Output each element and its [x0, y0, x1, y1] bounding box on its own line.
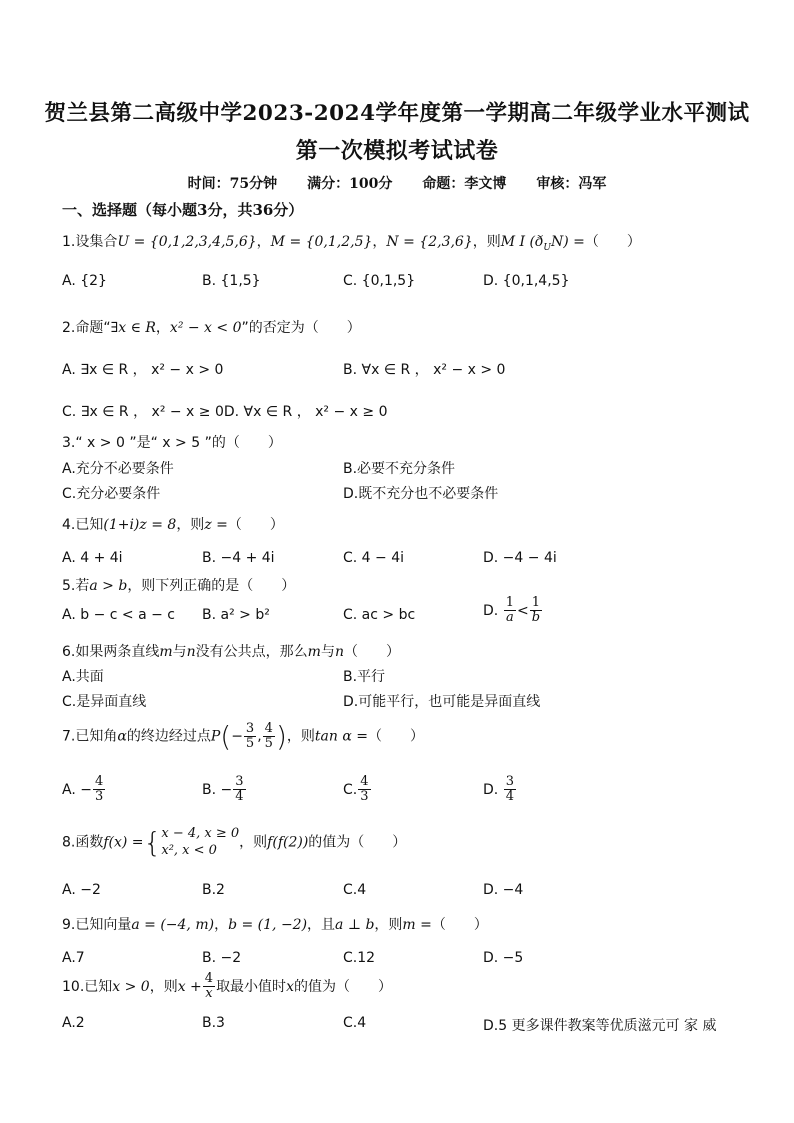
q6-option-a: A.共面 — [62, 669, 104, 685]
q7-option-a: A. − $\frac{4}{3}$ — [62, 774, 104, 805]
question-10-stem: 10.已知x > 0，则x + $\frac{4}{x}$ 取最小值时x的值为（ ） — [62, 971, 392, 1002]
q2-option-cd: C. ∃x ∈ R ， x² − x ≥ 0D. ∀x ∈ R ， x² − x ≥ 0 — [62, 404, 388, 420]
q4-option-a: A. 4 + 4i — [62, 550, 123, 566]
q3-option-d: D.既不充分也不必要条件 — [343, 486, 499, 502]
question-9-stem: 9.已知向量a = (−4, m)，b = (1, −2)，且a ⊥ b，则m =（ ） — [62, 917, 488, 933]
q5-option-d: D. $\frac{1}{a}$ < $\frac{1}{b}$ — [483, 595, 541, 626]
fraction: $\frac{4}{3}$ — [94, 774, 104, 805]
q1-option-d: D. {0,1,4,5} — [483, 273, 570, 289]
q5-option-a: A. b − c < a − c — [62, 607, 175, 623]
question-6-stem: 6.如果两条直线m与n没有公共点，那么m与n（ ） — [62, 644, 400, 660]
q8-option-c: C.4 — [343, 882, 367, 898]
fraction: $\frac{4}{5}$ — [264, 720, 273, 751]
exam-reviewer: 审核：冯军 — [536, 176, 607, 192]
fraction: $\frac{1}{a}$ — [505, 595, 514, 626]
q2-option-a: A. ∃x ∈ R ， x² − x > 0 — [62, 362, 224, 378]
q9-option-d: D. −5 — [483, 950, 524, 966]
question-3-stem: 3.“ x > 0 ”是“ x > 5 ”的（ ） — [62, 435, 282, 451]
exam-subtitle: 第一次模拟考试试卷 — [295, 138, 499, 164]
q4-option-c: C. 4 − 4i — [343, 550, 405, 566]
q6-option-c: C.是异面直线 — [62, 694, 147, 710]
q10-option-a: A.2 — [62, 1015, 85, 1031]
q5-option-b: B. a² > b² — [202, 607, 270, 623]
q10-option-c: C.4 — [343, 1015, 367, 1031]
piecewise: x − 4, x ≥ 0 x², x < 0 — [161, 826, 240, 858]
question-5-stem: 5.若a > b，则下列正确的是（ ） — [62, 578, 296, 594]
q10-option-d: D.5 更多课件教案等优质滋元可 家 威 — [483, 1018, 717, 1034]
q6-option-b: B.平行 — [343, 669, 386, 685]
fraction: $\frac{4}{x}$ — [204, 971, 214, 1002]
q8-option-b: B.2 — [202, 882, 225, 898]
q2-option-b: B. ∀x ∈ R ， x² − x > 0 — [343, 362, 506, 378]
fraction: $\frac{4}{3}$ — [360, 774, 369, 805]
exam-time: 时间：75分钟 — [187, 176, 278, 192]
question-2-stem: 2.命题“∃x ∈ R，x² − x < 0”的否定为（ ） — [62, 320, 361, 336]
q3-option-a: A.充分不必要条件 — [62, 461, 174, 477]
q6-option-d: D.可能平行，也可能是异面直线 — [343, 694, 541, 710]
q1-option-c: C. {0,1,5} — [343, 273, 416, 289]
fraction: $\frac{3}{5}$ — [245, 720, 255, 751]
q7-option-b: B. − $\frac{3}{4}$ — [202, 774, 244, 805]
q9-option-a: A.7 — [62, 950, 85, 966]
q10-option-b: B.3 — [202, 1015, 225, 1031]
q1-option-a: A. {2} — [62, 273, 107, 289]
fraction: $\frac{3}{4}$ — [505, 774, 514, 805]
q9-option-b: B. −2 — [202, 950, 242, 966]
exam-meta — [0, 173, 794, 193]
q1-option-b: B. {1,5} — [202, 273, 261, 289]
question-7-stem: 7.已知角α的终边经过点P(− $\frac{3}{5}$ , $\frac{4}{5}$ )，则tan α =（ ） — [62, 720, 424, 753]
fraction: $\frac{3}{4}$ — [235, 774, 244, 805]
q4-option-d: D. −4 − 4i — [483, 550, 557, 566]
q8-option-a: A. −2 — [62, 882, 101, 898]
q9-option-c: C.12 — [343, 950, 376, 966]
q5-option-c: C. ac > bc — [343, 607, 416, 623]
fraction: $\frac{1}{b}$ — [531, 595, 541, 626]
exam-author: 命题：李文博 — [422, 176, 507, 192]
q7-option-c: C. $\frac{4}{3}$ — [343, 774, 369, 805]
exam-score: 满分：100分 — [307, 176, 393, 192]
question-4-stem: 4.已知(1+i)z = 8，则z =（ ） — [62, 517, 284, 533]
exam-title: 贺兰县第二高级中学2023-2024学年度第一学期高二年级学业水平测试 — [44, 101, 750, 126]
question-8-stem: 8.函数f(x) ={ x − 4, x ≥ 0 x², x < 0 ，则f(f(2))的值为（ ） — [62, 826, 407, 859]
q3-option-c: C.充分必要条件 — [62, 486, 161, 502]
q8-option-d: D. −4 — [483, 882, 524, 898]
section-heading: 一、选择题（每小题3分，共36分） — [62, 201, 304, 219]
q3-option-b: B.必要不充分条件 — [343, 461, 456, 477]
question-1-stem: 1.设集合U = {0,1,2,3,4,5,6}，M = {0,1,2,5}，N = {2,3,6}，则M I $(ð_UN)$ =（ ） — [62, 234, 641, 253]
q7-option-d: D. $\frac{3}{4}$ — [483, 774, 514, 805]
q4-option-b: B. −4 + 4i — [202, 550, 275, 566]
